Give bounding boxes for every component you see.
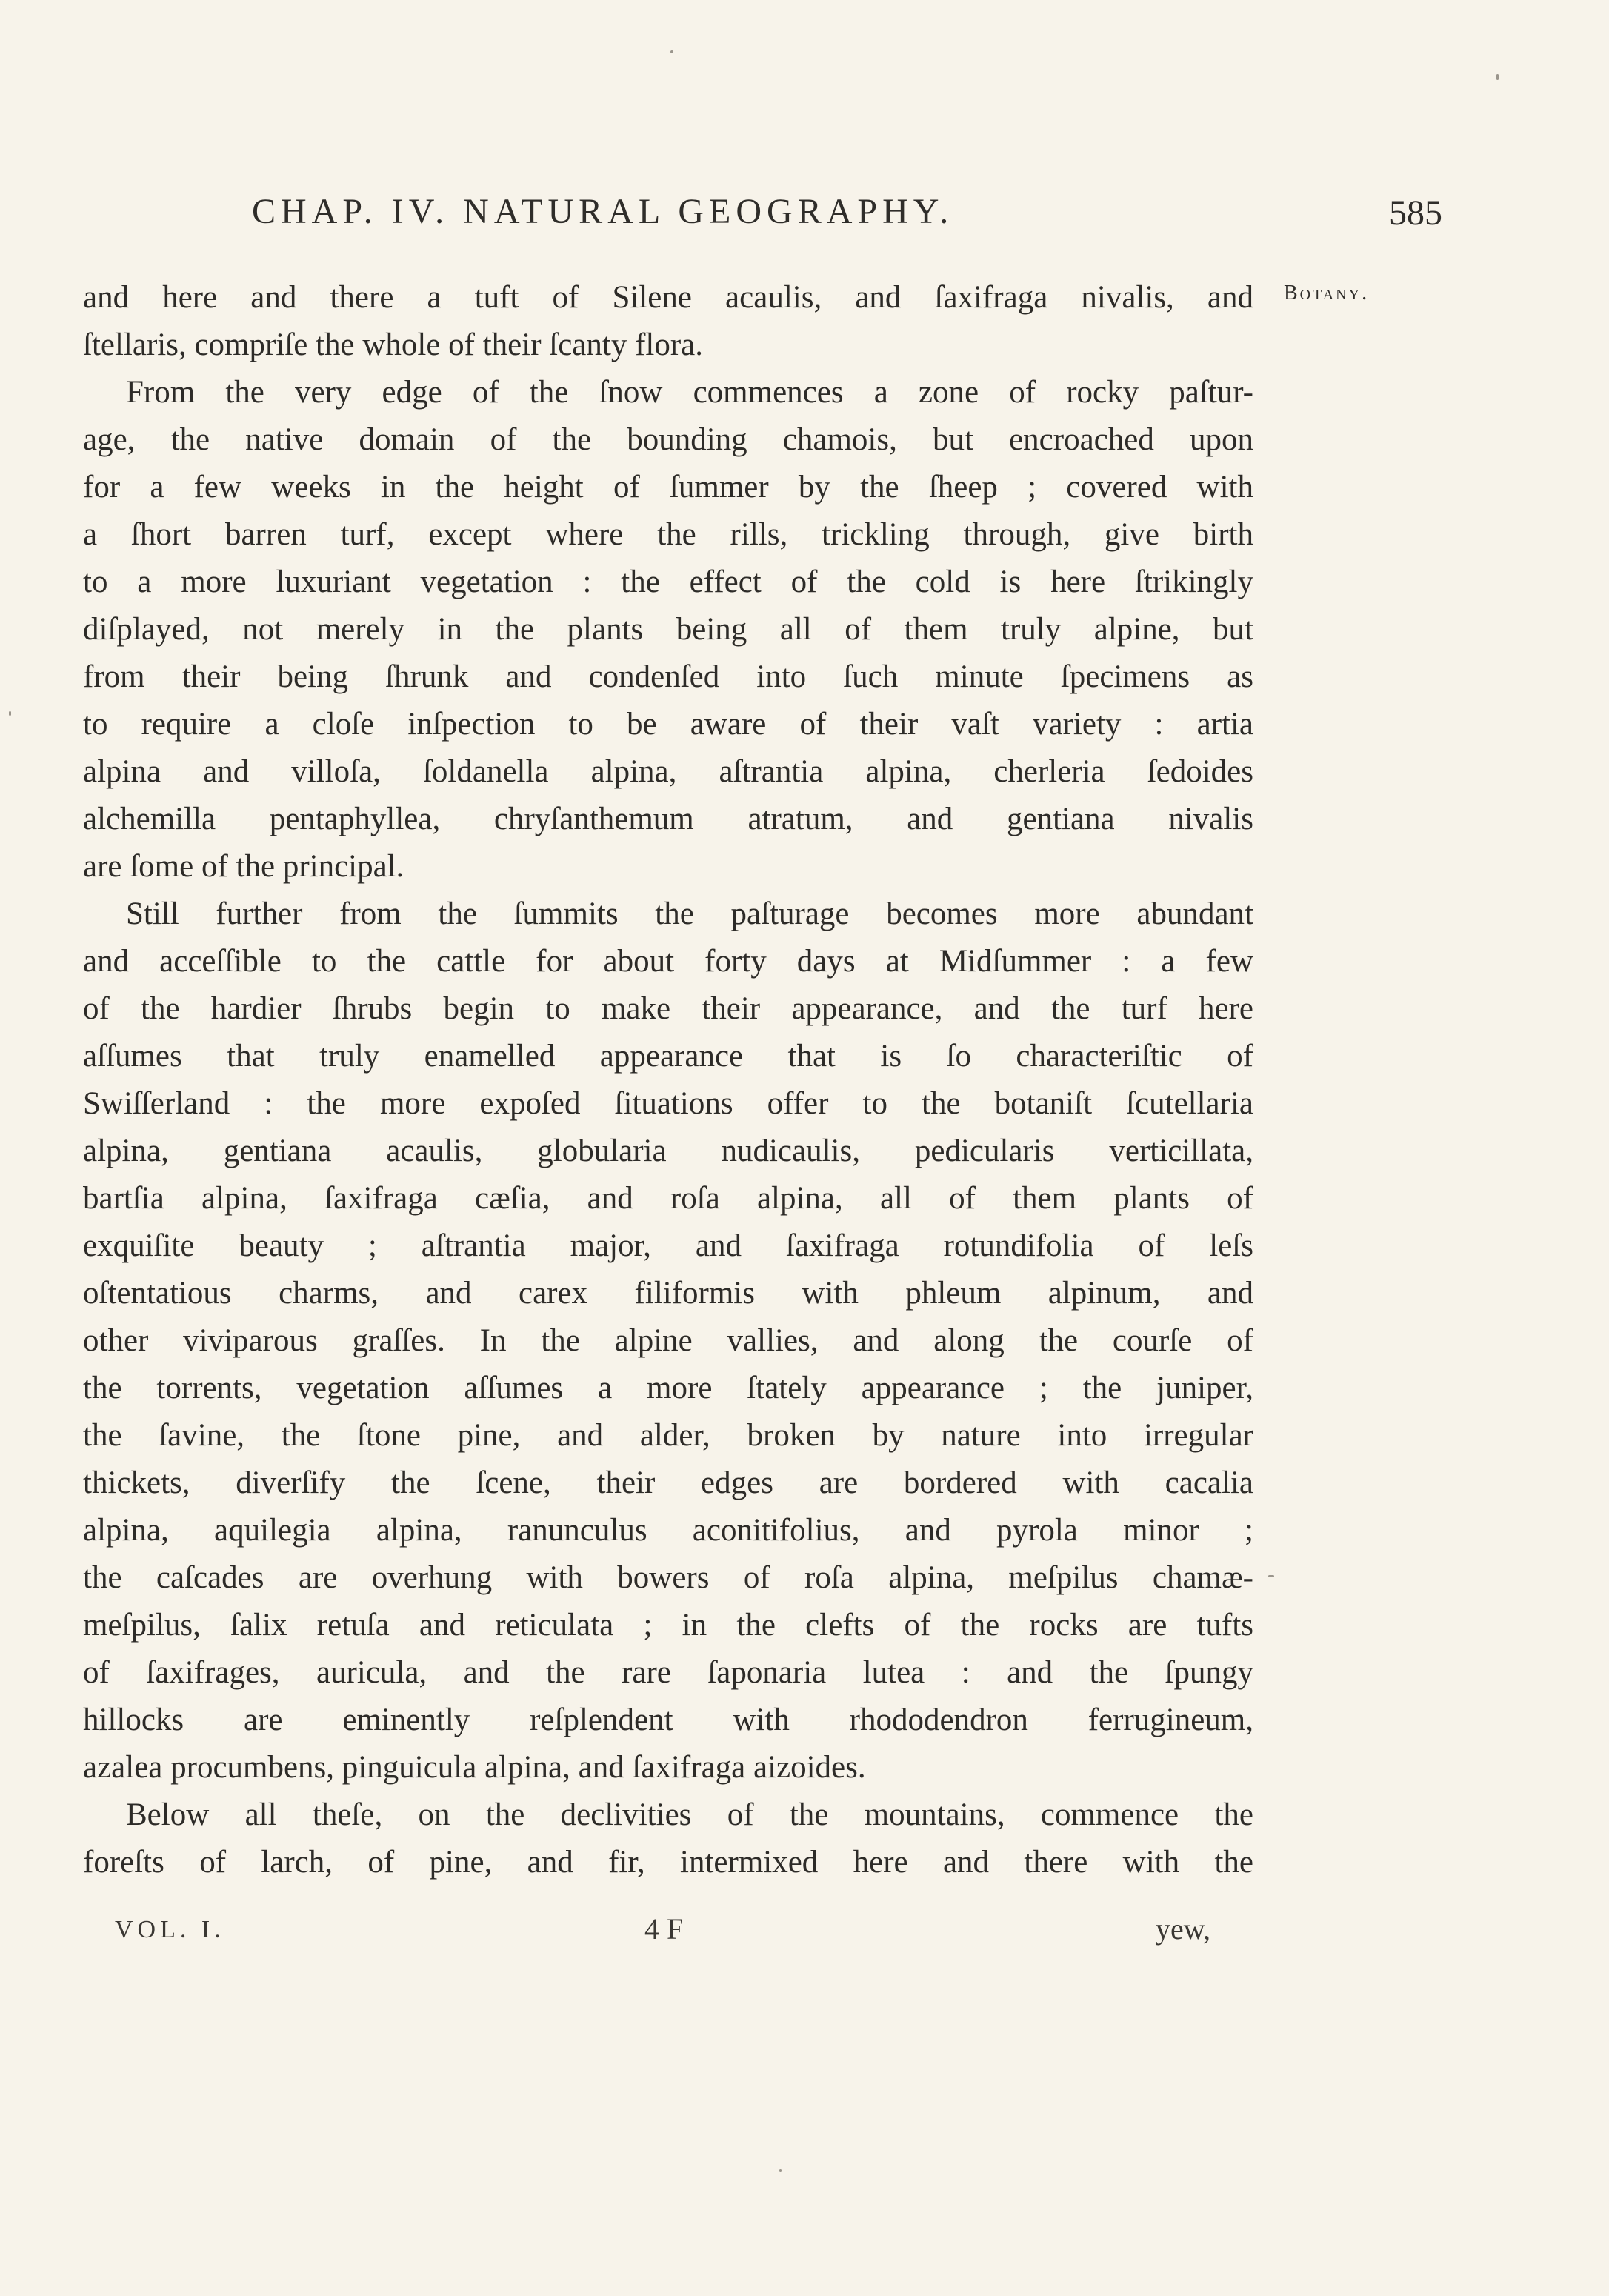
text-line: the caſcades are overhung with bowers of roſa alpina, meſpilus chamæ- [83,1560,1253,1595]
paragraph [83,891,1253,1791]
page-number: 585 [1389,193,1442,233]
text-line: meſpilus, ſalix retuſa and reticulata ; in the clefts of the rocks are tufts [83,1608,1253,1643]
volume-mark: VOL. I. [115,1916,225,1943]
text-line: aſſumes that truly enamelled appearance that is ſo characteriſtic of [83,1039,1253,1074]
paper-speck [1496,74,1499,80]
text-line: Still further from the ſummits the paſturage becomes more abundant [126,896,1253,931]
paper-speck [1268,1575,1274,1577]
text-line: the torrents, vegetation aſſumes a more ſtately appearance ; the juniper, [83,1371,1253,1405]
paragraph [83,1791,1253,1886]
body-text [83,274,1253,1886]
text-line: From the very edge of the ſnow commences a zone of rocky paſtur- [126,375,1253,410]
text-line: Below all theſe, on the declivities of the mountains, commence the [126,1797,1253,1832]
paragraph [83,369,1253,891]
paper-speck [9,711,11,716]
catchword: yew, [1156,1912,1211,1946]
text-line: of the hardier ſhrubs begin to make their appearance, and the turf here [83,991,1253,1026]
text-line: of ſaxifrages, auricula, and the rare ſaponaria lutea : and the ſpungy [83,1655,1253,1690]
text-line: a ſhort barren turf, except where the rills, trickling through, give birth [83,517,1253,552]
text-line: alpina, gentiana acaulis, globularia nudicaulis, pedicularis verticillata, [83,1134,1253,1168]
text-line: ſtellaris, compriſe the whole of their ſcanty flora. [83,327,704,362]
text-line: for a few weeks in the height of ſummer by the ſheep ; covered with [83,470,1253,505]
running-title: CHAP. IV. NATURAL GEOGRAPHY. [252,192,954,231]
text-line: to require a cloſe inſpection to be aware of their vaſt variety : artia [83,707,1253,742]
paper-speck [779,2169,782,2172]
margin-note: Botany. [1284,282,1370,305]
text-line: alchemilla pentaphyllea, chryſanthemum atratum, and gentiana nivalis [83,802,1253,836]
text-line: foreſts of larch, of pine, and fir, intermixed here and there with the [83,1845,1253,1880]
text-line: alpina and villoſa, ſoldanella alpina, aſtrantia alpina, cherleria ſedoides [83,754,1253,789]
text-line: age, the native domain of the bounding chamois, but encroached upon [83,422,1253,457]
text-line: to a more luxuriant vegetation : the effect of the cold is here ſtrikingly [83,565,1253,599]
text-line: oſtentatious charms, and carex filiformis with phleum alpinum, and [83,1276,1253,1311]
text-line: the ſavine, the ſtone pine, and alder, broken by nature into irregular [83,1418,1253,1453]
text-line: diſplayed, not merely in the plants being all of them truly alpine, but [83,612,1253,647]
text-line: and here and there a tuft of Silene acaulis, and ſaxifraga nivalis, and [83,280,1253,315]
text-line: thickets, diverſify the ſcene, their edges are bordered with cacalia [83,1465,1253,1500]
text-line: from their being ſhrunk and condenſed into ſuch minute ſpecimens as [83,659,1253,694]
text-line: and acceſſible to the cattle for about forty days at Midſummer : a few [83,944,1253,979]
text-line: hillocks are eminently reſplendent with rhododendron ferrugineum, [83,1703,1253,1737]
text-line: are ſome of the principal. [83,849,404,884]
text-line: azalea procumbens, pinguicula alpina, and ſaxifraga aizoides. [83,1750,866,1785]
signature-mark: 4 F [644,1912,684,1946]
text-line: other viviparous graſſes. In the alpine vallies, and along the courſe of [83,1323,1253,1358]
text-line: exquiſite beauty ; aſtrantia major, and ſaxifraga rotundifolia of leſs [83,1228,1253,1263]
text-line: Swiſſerland : the more expoſed ſituations offer to the botaniſt ſcutellaria [83,1086,1253,1121]
paper-speck [670,50,673,53]
text-line: bartſia alpina, ſaxifraga cæſia, and roſa alpina, all of them plants of [83,1181,1253,1216]
paragraph [83,274,1253,369]
text-line: alpina, aquilegia alpina, ranunculus aconitifolius, and pyrola minor ; [83,1513,1253,1548]
